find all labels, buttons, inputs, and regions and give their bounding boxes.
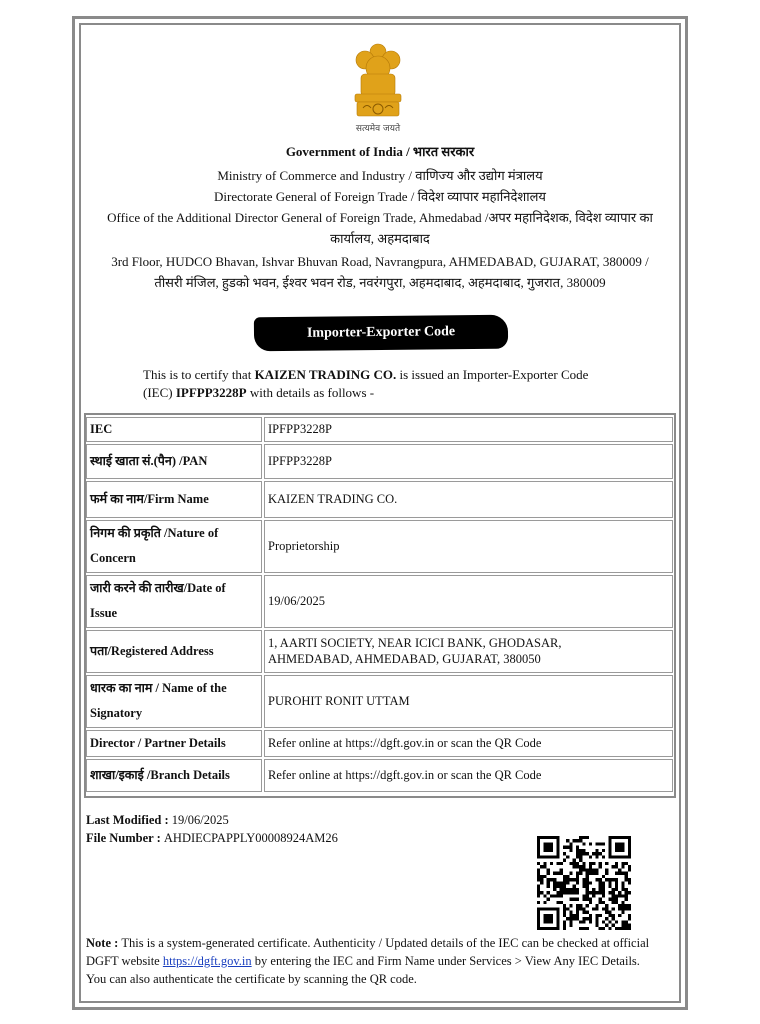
last-modified-value: 19/06/2025 <box>171 813 229 827</box>
value-pan: IPFPP3228P <box>268 454 332 468</box>
certify-statement <box>143 366 623 402</box>
header-office: Office of the Additional Director General of Foreign Trade, Ahmedabad /अपर महानिदेशक, विदेश व्यापार का <box>107 210 653 225</box>
header-directorate: Directorate General of Foreign Trade / विदेश व्यापार महानिदेशालय <box>214 189 546 204</box>
table-row-label <box>86 730 262 757</box>
header-ministry: Ministry of Commerce and Industry / वाणिज्य और उद्योग मंत्रालय <box>217 168 543 183</box>
label-nature-of-concern: निगम की प्रकृति /Nature of <box>90 526 219 540</box>
title-banner <box>254 315 508 352</box>
emblem-motto: सत्यमेव जयते <box>355 124 401 134</box>
file-number-label: File Number : <box>86 831 164 845</box>
table-row-label <box>86 520 262 573</box>
certify-text: is issued an Importer-Exporter Code <box>396 367 589 382</box>
table-row-value <box>264 444 673 479</box>
table-row-value <box>264 759 673 792</box>
national-emblem-icon <box>345 40 411 136</box>
file-number <box>86 829 338 847</box>
table-row-value <box>264 520 673 573</box>
header-office-cont: कार्यालय, अहमदाबाद <box>330 231 430 246</box>
last-modified-label: Last Modified : <box>86 813 172 827</box>
table-row-value <box>264 675 673 728</box>
table-row-value <box>264 481 673 518</box>
value-branch-details: Refer online at https://dgft.gov.in or scan the QR Code <box>268 768 542 782</box>
table-row-label <box>86 675 262 728</box>
value-director-partner: Refer online at https://dgft.gov.in or scan the QR Code <box>268 736 542 750</box>
table-row-label <box>86 444 262 479</box>
dgft-link[interactable]: https://dgft.gov.in <box>162 954 252 968</box>
label-director-partner: Director / Partner Details <box>90 736 226 750</box>
label-signatory: धारक का नाम / Name of the <box>90 681 227 695</box>
file-number-value: AHDIECPAPPLY00008924AM26 <box>163 831 338 845</box>
table-row-value <box>264 575 673 628</box>
table-row-value <box>264 730 673 757</box>
header-address-hi: तीसरी मंजिल, हुडको भवन, ईश्वर भवन रोड, नवरंगपुरा, अहमदाबाद, अहमदाबाद, गुजरात, 380009 <box>154 275 606 290</box>
table-row-label <box>86 575 262 628</box>
table-row-label <box>86 417 262 442</box>
value-address-line1: 1, AARTI SOCIETY, NEAR ICICI BANK, GHODASAR, <box>268 636 562 650</box>
table-row-value <box>264 417 673 442</box>
value-signatory: PUROHIT RONIT UTTAM <box>268 694 410 708</box>
label-firm-name: फर्म का नाम/Firm Name <box>90 492 209 506</box>
value-nature-of-concern: Proprietorship <box>268 539 340 553</box>
certify-text: (IEC) <box>143 385 176 400</box>
note-text <box>86 934 661 988</box>
certify-text: with details as follows - <box>246 385 375 400</box>
table-row-value <box>264 630 673 673</box>
label-pan: स्थाई खाता सं.(पैन) /PAN <box>90 454 208 468</box>
header-government: Government of India / भारत सरकार <box>285 144 475 159</box>
table-row-label <box>86 630 262 673</box>
page-title: Importer-Exporter Code <box>306 324 456 341</box>
table-row-label <box>86 759 262 792</box>
label-iec: IEC <box>90 422 113 436</box>
header-address-en: 3rd Floor, HUDCO Bhavan, Ishvar Bhuvan Road, Navrangpura, AHMEDABAD, GUJARAT, 380009 / <box>111 254 649 269</box>
table-row-label <box>86 481 262 518</box>
value-address-line2: AHMEDABAD, AHMEDABAD, GUJARAT, 380050 <box>268 652 541 666</box>
certify-text: This is to certify that <box>143 367 255 382</box>
value-firm-name: KAIZEN TRADING CO. <box>268 492 398 506</box>
value-date-of-issue: 19/06/2025 <box>268 594 325 608</box>
label-date-of-issue: जारी करने की तारीख/Date of <box>90 581 226 595</box>
label-signatory-cont: Signatory <box>90 706 143 720</box>
certify-iec: IPFPP3228P <box>175 385 247 400</box>
label-nature-of-concern-cont: Concern <box>90 551 136 565</box>
label-registered-address: पता/Registered Address <box>90 644 214 658</box>
qr-code-icon[interactable] <box>537 836 631 930</box>
label-date-of-issue-cont: Issue <box>90 606 118 620</box>
certify-firm-name: KAIZEN TRADING CO. <box>254 367 397 382</box>
note-label: Note : <box>86 936 122 950</box>
last-modified <box>86 811 229 829</box>
value-iec: IPFPP3228P <box>268 422 332 436</box>
note-body-cont: by entering the IEC and Firm Name under Services > View Any IEC Details. You can also authenticate the certificate by scanning the QR code. <box>86 954 640 986</box>
label-branch-details: शाखा/इकाई /Branch Details <box>90 768 230 782</box>
note-body: This is a system-generated certificate. Authenticity / Updated details of the IEC can be checked at official DGFT website <box>86 936 650 968</box>
